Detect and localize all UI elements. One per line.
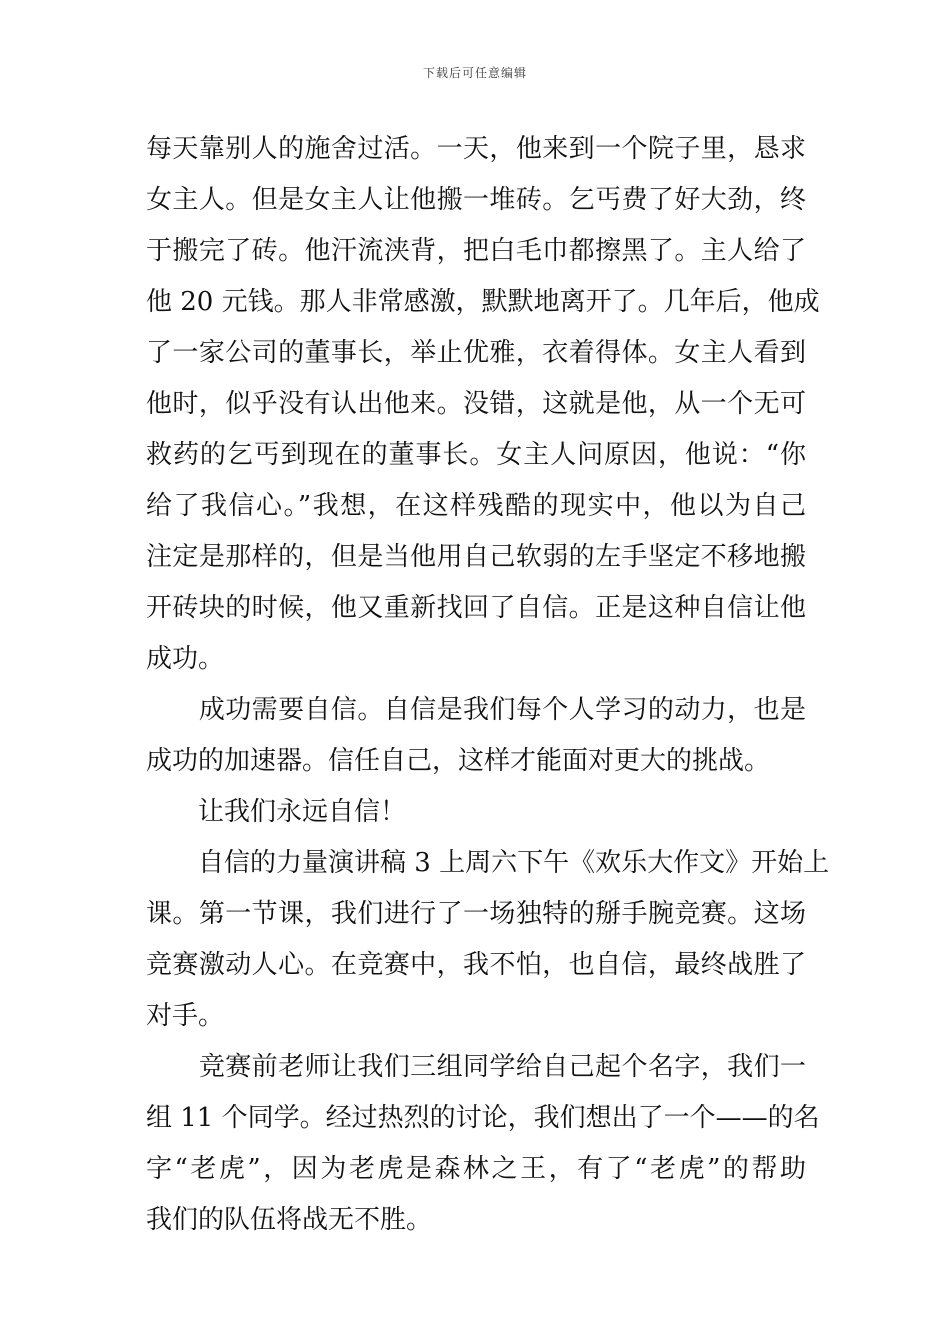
text-line: 让我们永远自信！ [146, 797, 407, 827]
text-line: 课。第一节课，我们进行了一场独特的掰手腕竞赛。这场 [146, 899, 806, 929]
text-line: 组 11 个同学。经过热烈的讨论，我们想出了一个——的名 [146, 1103, 820, 1133]
text-line: 自信的力量演讲稿 3 上周六下午《欢乐大作文》开始上 [146, 848, 830, 878]
text-line: 他时，似乎没有认出他来。没错，这就是他，从一个无可 [146, 389, 806, 419]
text-line: 每天靠别人的施舍过活。一天，他来到一个院子里，恳求 [146, 134, 806, 164]
text-line: 竞赛激动人心。在竞赛中，我不怕，也自信，最终战胜了 [146, 950, 806, 980]
text-line: 救药的乞丐到现在的董事长。女主人问原因，他说：“你 [146, 440, 806, 470]
text-line: 成功需要自信。自信是我们每个人学习的动力，也是 [146, 695, 806, 725]
text-line: 我们的队伍将战无不胜。 [146, 1205, 433, 1235]
text-line: 开砖块的时候，他又重新找回了自信。正是这种自信让他 [146, 593, 806, 623]
text-line: 成功的加速器。信任自己，这样才能面对更大的挑战。 [146, 746, 771, 776]
document-body [146, 124, 830, 1246]
text-line: 他 20 元钱。那人非常感激，默默地离开了。几年后，他成 [146, 287, 820, 317]
text-line: 给了我信心。”我想，在这样残酷的现实中，他以为自己 [146, 491, 806, 521]
page-header-note: 下载后可任意编辑 [422, 66, 527, 80]
text-line: 竞赛前老师让我们三组同学给自己起个名字，我们一 [146, 1052, 806, 1082]
text-line: 女主人。但是女主人让他搬一堆砖。乞丐费了好大劲，终 [146, 185, 806, 215]
text-line: 于搬完了砖。他汗流浃背，把白毛巾都擦黑了。主人给了 [146, 236, 806, 266]
text-line: 对手。 [146, 1001, 225, 1031]
text-line: 字“老虎”，因为老虎是森林之王，有了“老虎”的帮助 [146, 1154, 806, 1184]
text-line: 注定是那样的，但是当他用自己软弱的左手坚定不移地搬 [146, 542, 806, 572]
text-line: 了一家公司的董事长，举止优雅，衣着得体。女主人看到 [146, 338, 806, 368]
text-line: 成功。 [146, 644, 225, 674]
